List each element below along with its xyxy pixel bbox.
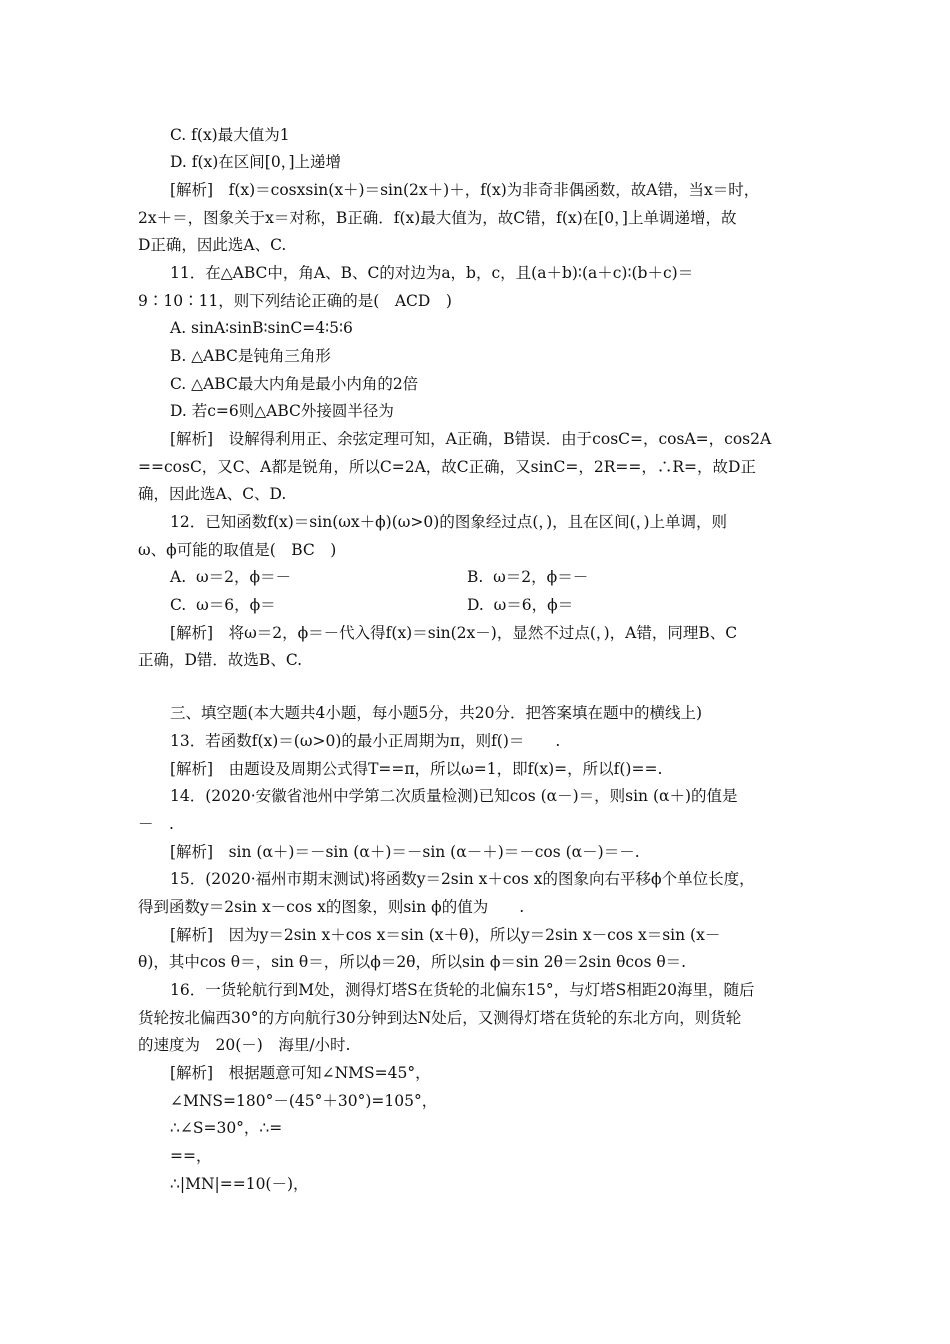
solution-q16-line2: ∠MNS=180°－(45°＋30°)=105°， <box>170 1092 438 1110</box>
solution-q16-line5: ∴|MN|==10(－)， <box>170 1175 309 1193</box>
question-11-line1: 11．在△ABC中，角A、B、C的对边为a，b，c，且(a＋b)∶(a＋c)∶(b＋c)＝ <box>170 264 694 282</box>
option-d-q10: D. f(x)在区间[0，]上递增 <box>170 153 342 171</box>
question-14-line1: 14．(2020·安徽省池州中学第二次质量检测)已知cos (α－)＝，则sin (α＋)的值是 <box>170 787 738 805</box>
question-16-line3: 的速度为 20(－) 海里/小时. <box>138 1036 351 1054</box>
solution-q12-line2: 正确，D错．故选B、C. <box>138 651 303 669</box>
question-15-line1: 15．(2020·福州市期末测试)将函数y＝2sin x＋cos x的图象向右平移ϕ个单位长度， <box>170 870 755 888</box>
question-14-line2: － . <box>138 815 174 833</box>
question-13: 13．若函数f(x)＝(ω>0)的最小正周期为π，则f()＝ . <box>170 732 561 750</box>
solution-q11-line1: [解析] 设解得利用正、余弦定理可知，A正确，B错误．由于cosC=，cosA=，cos2A <box>170 430 772 448</box>
section-heading-fill-in: 三、填空题(本大题共4小题，每小题5分，共20分．把答案填在题中的横线上) <box>170 704 703 722</box>
question-15-line2: 得到函数y＝2sin x－cos x的图象，则sin ϕ的值为 . <box>138 898 525 916</box>
option-d-q11: D. 若c=6则△ABC外接圆半径为 <box>170 402 394 420</box>
solution-q15-line2: θ)，其中cos θ＝，sin θ＝，所以ϕ＝2θ，所以sin ϕ＝sin 2θ＝2sin θcos θ＝. <box>138 953 687 971</box>
solution-q14: [解析] sin (α＋)＝－sin (α＋)＝－sin (α－＋)＝－cos (α－)＝－. <box>170 843 640 861</box>
option-a-q11: A. sinA∶sinB∶sinC=4∶5∶6 <box>170 319 353 337</box>
option-c-q12: C. ω＝6，ϕ＝ <box>170 596 276 614</box>
question-16-line1: 16．一货轮航行到M处，测得灯塔S在货轮的北偏东15°，与灯塔S相距20海里，随后 <box>170 981 755 999</box>
solution-q15-line1: [解析] 因为y＝2sin x＋cos x＝sin (x＋θ)，所以y＝2sin x－cos x＝sin (x－ <box>170 926 721 944</box>
solution-q11-line3: 确，因此选A、C、D. <box>138 485 287 503</box>
solution-q13: [解析] 由题设及周期公式得T==π，所以ω=1，即f(x)=，所以f()==. <box>170 760 663 778</box>
question-16-line2: 货轮按北偏西30°的方向航行30分钟到达N处后，又测得灯塔在货轮的东北方向，则货轮 <box>138 1009 742 1027</box>
solution-q11-line2: ==cosC，又C、A都是锐角，所以C=2A，故C正确，又sinC=，2R==，∴R=，故D正 <box>138 458 756 476</box>
question-12-line2: ω、ϕ可能的取值是( BC ) <box>138 541 337 559</box>
solution-q12-line1: [解析] 将ω＝2，ϕ＝－代入得f(x)＝sin(2x－)，显然不过点(，)，A错，同理B、C <box>170 624 738 642</box>
solution-q16-line1: [解析] 根据题意可知∠NMS=45°， <box>170 1064 431 1082</box>
solution-q10-line1: [解析] f(x)＝cosxsin(x＋)＝sin(2x＋)＋，f(x)为非奇非偶函数，故A错，当x＝时， <box>170 181 760 199</box>
solution-q10-line2: 2x＋＝，图象关于x＝对称，B正确．f(x)最大值为，故C错，f(x)在[0，]上单调递增，故 <box>138 209 737 227</box>
option-c-q11: C. △ABC最大内角是最小内角的2倍 <box>170 375 419 393</box>
option-b-q11: B. △ABC是钝角三角形 <box>170 347 331 365</box>
option-a-q12: A. ω＝2，ϕ＝－ <box>170 568 292 586</box>
option-c-q10: C. f(x)最大值为1 <box>170 126 290 144</box>
question-12-line1: 12．已知函数f(x)＝sin(ωx＋ϕ)(ω>0)的图象经过点(，)，且在区间(，)上单调，则 <box>170 513 728 531</box>
option-b-q12: B. ω＝2，ϕ＝－ <box>467 568 589 586</box>
solution-q16-line4: ==， <box>170 1147 212 1165</box>
solution-q10-line3: D正确，因此选A、C. <box>138 236 287 254</box>
option-d-q12: D. ω＝6，ϕ＝ <box>467 596 574 614</box>
solution-q16-line3: ∴∠S=30°，∴= <box>170 1119 283 1137</box>
question-11-line2: 9∶10∶11，则下列结论正确的是( ACD ) <box>138 292 452 310</box>
